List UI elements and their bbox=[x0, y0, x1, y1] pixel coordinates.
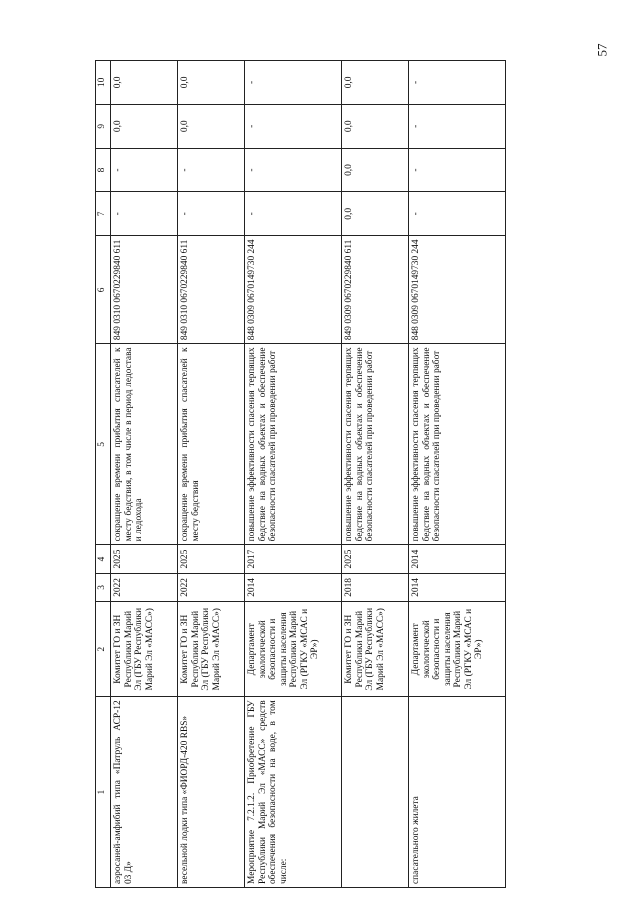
end-year-cell: 2017 bbox=[245, 545, 342, 573]
value-cell: 0,0 bbox=[178, 61, 245, 105]
column-header: 6 bbox=[96, 236, 111, 344]
measure-name-cell: Мероприятие 7.2.1.2. Приобретение ГБУ Республики Марий Эл «МАСС» средств обеспечения безопасности на воде, в том числе: bbox=[245, 697, 342, 888]
value-cell: 0,0 bbox=[111, 61, 178, 105]
expected-result-cell: повышение эффективности спасения терпящих бедствие на водных объектах и обеспечение безопасности спасателей при проведении работ bbox=[342, 344, 409, 545]
value-cell: - bbox=[245, 192, 342, 236]
value-cell: 0,0 bbox=[342, 104, 409, 148]
measure-name-cell: весельной лодки типа «ФИОРД-420 RBS» bbox=[178, 697, 245, 888]
value-cell: - bbox=[178, 192, 245, 236]
column-number-row bbox=[96, 61, 111, 888]
column-header: 3 bbox=[96, 573, 111, 601]
value-cell: - bbox=[409, 148, 506, 192]
executor-cell: Комитет ГО и ЗН Республики Марий Эл (ГБУ Республики Марий Эл «МАСС») bbox=[111, 602, 178, 697]
end-year-cell: 2014 bbox=[409, 545, 506, 573]
start-year-cell: 2022 bbox=[178, 573, 245, 601]
column-header: 5 bbox=[96, 344, 111, 545]
value-cell: 0,0 bbox=[342, 192, 409, 236]
column-header: 7 bbox=[96, 192, 111, 236]
value-cell: - bbox=[409, 104, 506, 148]
table-row bbox=[111, 61, 178, 888]
value-cell: 0,0 bbox=[342, 148, 409, 192]
budget-code-cell: 848 0309 0670149730 244 bbox=[409, 236, 506, 344]
value-cell: - bbox=[178, 148, 245, 192]
page-number: 57 bbox=[594, 43, 610, 57]
start-year-cell: 2014 bbox=[409, 573, 506, 601]
executor-cell: Департамент экологической безопасности и защиты населения Республики Марий Эл (РГКУ «МСАС и ЭР») bbox=[245, 602, 342, 697]
budget-code-cell: 849 0310 0670229840 611 bbox=[111, 236, 178, 344]
budget-code-cell: 849 0310 0670229840 611 bbox=[178, 236, 245, 344]
value-cell: - bbox=[245, 104, 342, 148]
expected-result-cell: сокращение времени прибытия спасателей к месту бедствия bbox=[178, 344, 245, 545]
value-cell: - bbox=[245, 148, 342, 192]
end-year-cell: 2025 bbox=[178, 545, 245, 573]
end-year-cell: 2025 bbox=[342, 545, 409, 573]
value-cell: - bbox=[409, 192, 506, 236]
table-row bbox=[178, 61, 245, 888]
value-cell: - bbox=[111, 192, 178, 236]
column-header: 10 bbox=[96, 61, 111, 105]
table-row bbox=[245, 61, 342, 888]
value-cell: - bbox=[409, 61, 506, 105]
executor-cell: Комитет ГО и ЗН Республики Марий Эл (ГБУ Республики Марий Эл «МАСС») bbox=[178, 602, 245, 697]
measure-name-cell: спасательного жилета bbox=[409, 697, 506, 888]
start-year-cell: 2018 bbox=[342, 573, 409, 601]
expected-result-cell: повышение эффективности спасения терпящих бедствие на водных объектах и обеспечение безопасности спасателей при проведении работ bbox=[409, 344, 506, 545]
value-cell: - bbox=[111, 148, 178, 192]
expected-result-cell: повышение эффективности спасения терпящих бедствие на водных объектах и обеспечение безопасности спасателей при проведении работ bbox=[245, 344, 342, 545]
column-header: 1 bbox=[96, 697, 111, 888]
column-header: 9 bbox=[96, 104, 111, 148]
program-table bbox=[95, 60, 506, 888]
start-year-cell: 2014 bbox=[245, 573, 342, 601]
table-row bbox=[342, 61, 409, 888]
rotated-table-sheet bbox=[95, 60, 518, 888]
value-cell: - bbox=[245, 61, 342, 105]
value-cell: 0,0 bbox=[178, 104, 245, 148]
measure-name-cell: аэросаней-амфибий типа «Патруль АСР-12 03 Д» bbox=[111, 697, 178, 888]
end-year-cell: 2025 bbox=[111, 545, 178, 573]
table-row bbox=[409, 61, 506, 888]
value-cell: 0,0 bbox=[111, 104, 178, 148]
column-header: 8 bbox=[96, 148, 111, 192]
expected-result-cell: сокращение времени прибытия спасателей к месту бедствия, в том числе в период ледостава и ледохода bbox=[111, 344, 178, 545]
column-header: 2 bbox=[96, 602, 111, 697]
value-cell: 0,0 bbox=[342, 61, 409, 105]
budget-code-cell: 849 0309 0670229840 611 bbox=[342, 236, 409, 344]
column-header: 4 bbox=[96, 545, 111, 573]
budget-code-cell: 848 0309 0670149730 244 bbox=[245, 236, 342, 344]
executor-cell: Комитет ГО и ЗН Республики Марий Эл (ГБУ Республики Марий Эл «МАСС») bbox=[342, 602, 409, 697]
measure-name-cell bbox=[342, 697, 409, 888]
start-year-cell: 2022 bbox=[111, 573, 178, 601]
executor-cell: Департамент экологической безопасности и защиты населения Республики Марий Эл (РГКУ «МСАС и ЭР») bbox=[409, 602, 506, 697]
